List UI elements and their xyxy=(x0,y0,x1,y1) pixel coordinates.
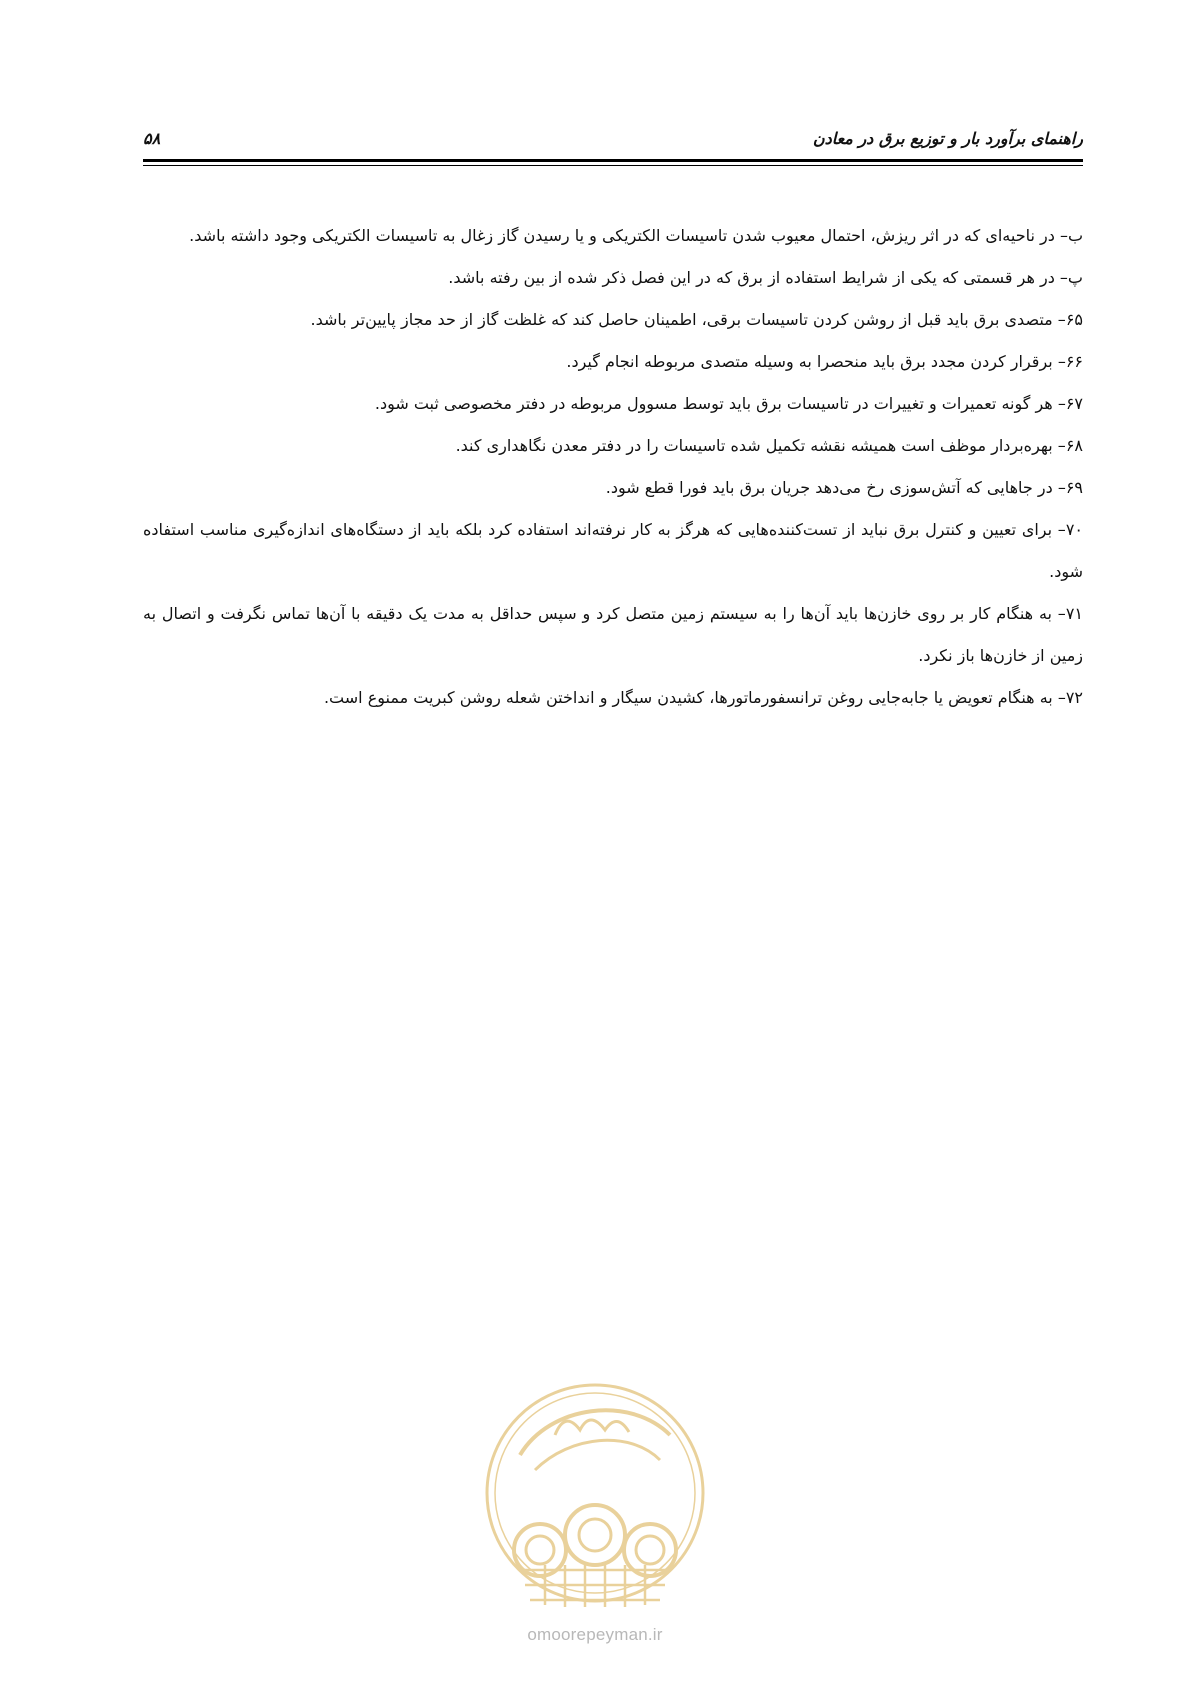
paragraph-66: ۶۶– برقرار کردن مجدد برق باید منحصرا به وسیله متصدی مربوطه انجام گیرد. xyxy=(566,352,1083,371)
paragraph-p: پ– در هر قسمتی که یکی از شرایط استفاده از برق که در این فصل ذکر شده از بین رفته باشد. xyxy=(448,268,1083,287)
paragraph-b: ب– در ناحیه‌ای که در اثر ریزش، احتمال معیوب شدن تاسیسات الکتریکی و یا رسیدن گاز زغال به تاسیسات الکتریکی وجود داشته باشد. xyxy=(189,226,1083,245)
header-rule-thin xyxy=(143,165,1083,166)
running-title: راهنمای برآورد بار و توزیع برق در معادن xyxy=(812,129,1083,148)
body-text xyxy=(143,215,1083,719)
watermark-url: omoorepeyman.ir xyxy=(527,1625,663,1644)
paragraph-65: ۶۵– متصدی برق باید قبل از روشن کردن تاسیسات برقی، اطمینان حاصل کند که غلظت گاز از حد مجاز پایین‌تر باشد. xyxy=(310,310,1083,329)
paragraph-67: ۶۷– هر گونه تعمیرات و تغییرات در تاسیسات برق باید توسط مسوول مربوطه در دفتر مخصوصی ثبت شود. xyxy=(374,394,1083,413)
paragraph-72: ۷۲– به هنگام تعویض یا جابه‌جایی روغن ترانسفورماتورها، کشیدن سیگار و انداختن شعله روشن کبریت ممنوع است. xyxy=(323,688,1083,707)
watermark-logo xyxy=(480,1375,710,1665)
paragraph-71: ۷۱– به هنگام کار بر روی خازن‌ها باید آن‌ها را به سیستم زمین متصل کرد و سپس حداقل به مدت یک دقیقه با آن‌ها تماس نگرفت و اتصال به زمین از خازن‌ها باز نکرد. xyxy=(143,604,1083,665)
header-rule-thick xyxy=(143,159,1083,162)
page-header xyxy=(143,128,1083,150)
omoorepeyman-seal-icon xyxy=(480,1375,710,1615)
paragraph-68: ۶۸– بهره‌بردار موظف است همیشه نقشه تکمیل شده تاسیسات را در دفتر معدن نگاهداری کند. xyxy=(455,436,1083,455)
paragraph-70: ۷۰– برای تعیین و کنترل برق نباید از تست‌کننده‌هایی که هرگز به کار نرفته‌اند استفاده کرد بلکه باید از دستگاه‌های اندازه‌گیری مناسب استفاده شود. xyxy=(143,520,1083,581)
page-number: ۵۸ xyxy=(143,129,161,148)
paragraph-69: ۶۹– در جاهایی که آتش‌سوزی رخ می‌دهد جریان برق باید فورا قطع شود. xyxy=(605,478,1083,497)
